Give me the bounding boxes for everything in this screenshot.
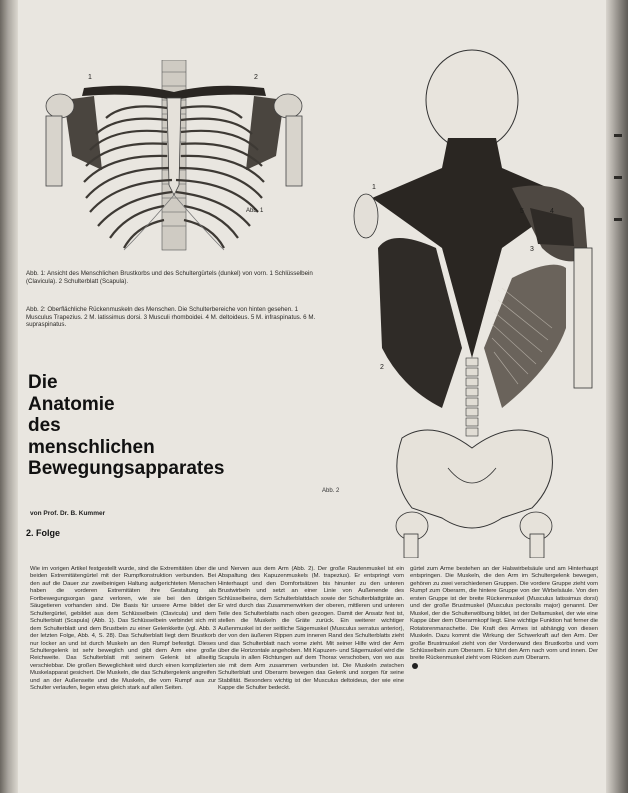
paragraph: Wie im vorigen Artikel festgestellt wurde, sind die Extremitäten über die beiden Extremitätengürtel mit der Rumpfkonstruktion verbunden. Bei den auf die Dauer zur zweibeinigen Haltung aufgerichteten Menschen haben die vorderen Extremitäten ihre Gestaltung als Fortbewegungsorgan ganz verloren, wie sie bei den übrigen Säugetieren vorhanden sind. Die Basis für unsere Arme bildet der Schultergürtel, gebildet aus dem Schlüsselbein (Clavicula) und dem Schulterblatt (Scapula) (Abb. 1). Das Schlüsselbein verbindet sich mit dem Schulterblatt und dem Brustbein zu einer Gelenkkette (vgl. Abb. 3 der letzten Folge, Abb. 4, S. 28). Das Schulterblatt liegt dem Brustkorb nur locker an und ist durch Muskeln an den Rumpf befestigt. Dieses Schultergelenk ist sehr beweglich und gibt dem Arm eine große Reichweite. Das Schulterblatt mit seinem Gelenk ist allseitig verschiebbar. Die großen Beweglichkeit wird durch einen komplizierten Muskelapparat gesichert. Die Muskeln, die das Schultergelenk angreifen und an der Außenseite und die Muskeln, die vom Rumpf aus zur Schulter verlaufen, liegen etwa gleich stark auf allen Seiten. (30, 566, 216, 692)
article-end-marker (412, 663, 418, 669)
back-muscles-drawing (352, 48, 620, 558)
paragraph: gürtel zum Arme bestehen an der Halswirbelsäule und am Hinterhaupt entspringen. Die Muskeln, die den Arm im Schultergelenk bewegen, gehören zu zwei verschiedenen Gruppen. Die vordere Gruppe zieht vom Rumpf zum Oberarm, die hintere Gruppe von der Wirbelsäule. Von den ersten Gruppe ist der breite Rückenmuskel (Musculus latissimus dorsi) und der große Brustmuskel (Musculus pectoralis major) genannt. Der Muskel, der die Schulterwölbung bildet, ist der Deltamuskel, der wie eine Kappe über dem Oberarmkopf liegt. Eine wichtige Funktion hat ferner die Rotatorenmanschette. Die Kraft des Armes ist abhängig von diesen Muskeln. Dazu kommt die Wirkung der Schwerkraft auf den Arm. Der große Brustmuskel zieht von der Vorderwand des Brustkorbs und vom Schlüsselbein zum Oberarm. Er führt den Arm nach vorn und innen. Der breite Rückenmuskel zieht vom Rücken zum Oberarm. (410, 566, 598, 662)
fig1-marker-2: 2 (254, 74, 258, 81)
ribcage-drawing (24, 60, 324, 270)
title-line: menschlichen (28, 436, 155, 458)
title-line: Bewegungsapparates (28, 458, 225, 479)
fig2-caption: Abb. 2: Oberflächliche Rückenmuskeln des Menschen. Die Schulterbereiche von hinten gesehen. 1 Musculus Trapezius. 2 M. latissimus dorsi. 3 Musculi rhomboidei. 4 M. deltoideus. 5 M. infraspinatus. 6 M. supraspinatus. (26, 306, 316, 329)
paragraph: und Nerven aus dem Arm (Abb. 2). Der große Rautenmuskel ist ein Abspaltung des Kapuzenmuskels (M. trapezius). Er entspringt vom Hinterhaupt und den Dornfortsätzen bis hinunter zu den unteren Brustwirbeln und setzt an einer Linie von Außenende des Schlüsselbeins, dem Schulterblattdach sowie der Schulterblattgräte an. Er wird durch das Zusammenwirken der oberen, mittleren und unteren Teile des Schulterblatts nach oben gezogen. Damit der Ansatz fest ist, stellen die Muskeln die Gräte zurück. Ein weiterer wichtiger Außenmuskel ist der seitliche Sägemuskel (Musculus serratus anterior), der von den äußeren Rippen zum inneren Rand des Schulterblatts zieht und das Schulterblatt nach vorne zieht. Mit seiner Hilfe wird der Arm über die Horizontale angehoben. Mit Kapuzen- und Sägemuskel wird die Scapula in allen Richtungen auf dem Thorax verschoben, von wo aus sie mit dem Arm zusammen verbunden ist. Die Muskeln zwischen Schulterblatt und Oberarm bewegen das Gelenk und sorgen für seine Stabilität. Besonders wichtig ist der Musculus deltoideus, der wie eine Kappe die Schulter bedeckt. (218, 566, 404, 692)
back-muscles-illustration (352, 48, 620, 558)
author-byline: von Prof. Dr. B. Kummer (30, 510, 106, 517)
title-line: Anatomie (28, 393, 115, 415)
fig2-marker-3: 3 (530, 246, 534, 253)
title-line: des (28, 415, 61, 436)
fig1-caption: Abb. 1: Ansicht des Menschlichen Brustkorbs und des Schultergürtels (dunkel) von vorn. 1 Schlüsselbein (Clavicula). 2 Schulterblatt (Scapula). (26, 270, 313, 285)
fig1-marker-1: 1 (88, 74, 92, 81)
text-column-2 (218, 566, 404, 693)
article-title (28, 372, 318, 480)
part-number: 2. Folge (26, 528, 61, 538)
fig1-label: Abb. 1 (246, 208, 264, 214)
fig2-marker-2: 2 (380, 364, 384, 371)
fig2-marker-1: 1 (372, 184, 376, 191)
text-column-3 (410, 566, 598, 671)
fig2-marker-5: 5 (520, 208, 524, 215)
fig2-marker-4: 4 (550, 208, 554, 215)
title-line: Die (28, 372, 58, 393)
page-edge-left (0, 0, 18, 793)
text-column-1 (30, 566, 216, 693)
ribcage-illustration (24, 60, 324, 270)
fig2-label: Abb. 2 (322, 488, 340, 494)
